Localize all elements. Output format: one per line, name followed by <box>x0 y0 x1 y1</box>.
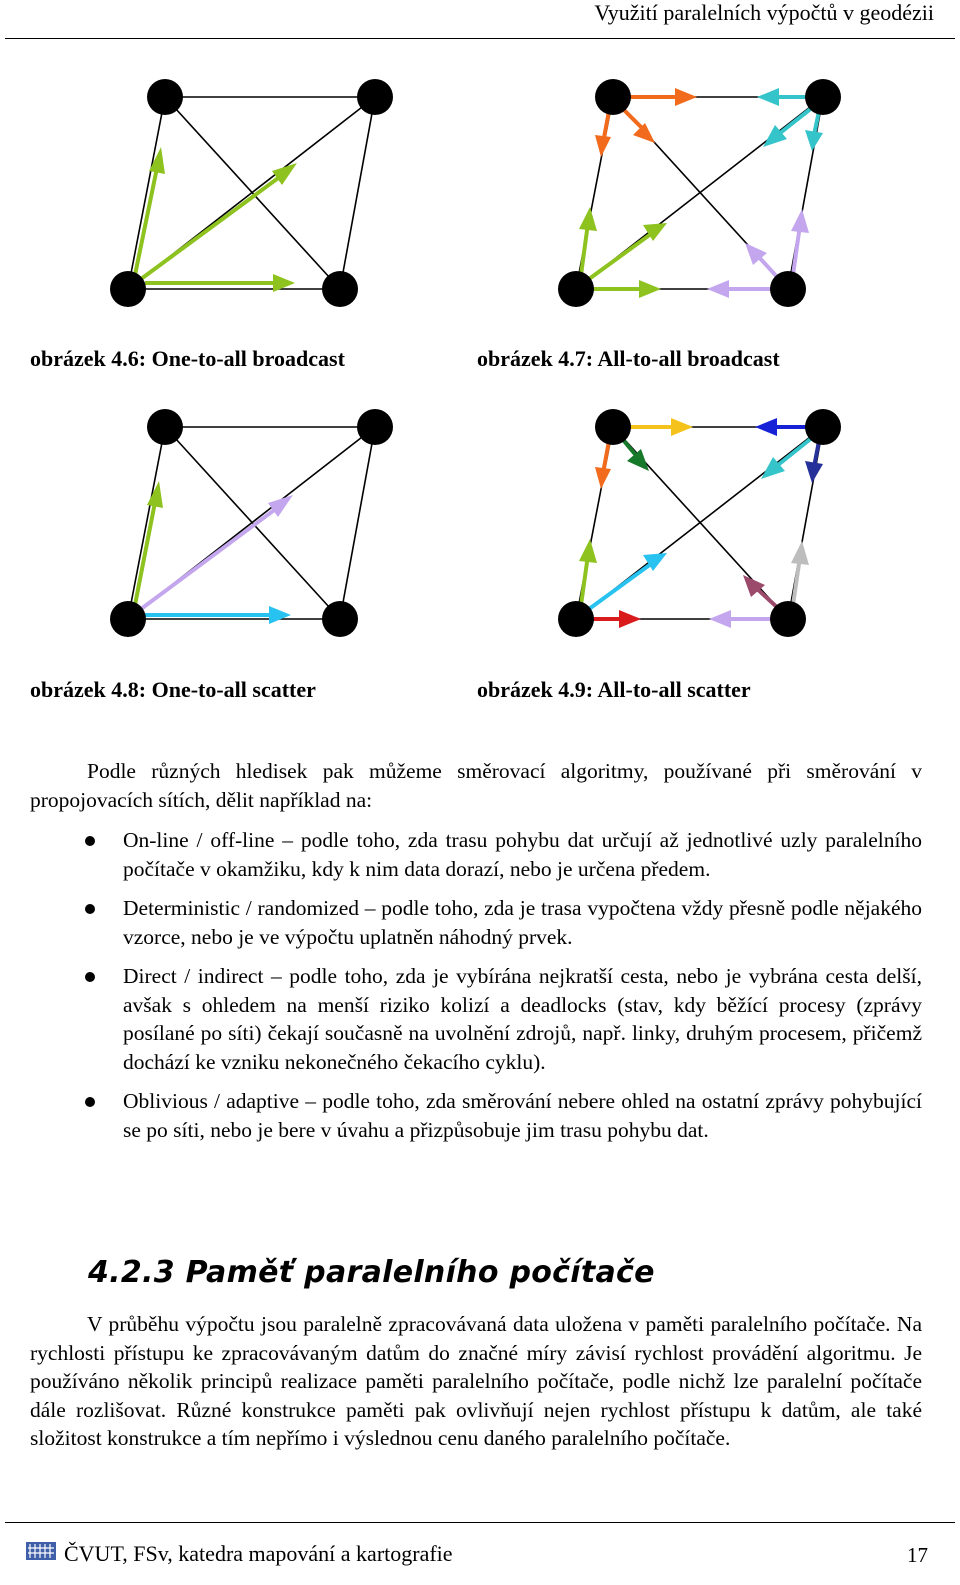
routing-criteria-list <box>30 826 922 1155</box>
intro-paragraph: Podle různých hledisek pak můžeme směrovací algoritmy, používané při směrování v propojovacích sítích, dělit například na: <box>30 759 922 812</box>
list-item <box>30 962 922 1076</box>
graph-broadcast-all-icon <box>555 75 855 325</box>
header-divider <box>5 38 955 39</box>
graph-broadcast-one-icon <box>105 75 405 325</box>
page-number: 17 <box>907 1543 928 1567</box>
list-item-text: Deterministic / randomized – podle toho, zda je trasa vypočtena vždy přesně podle nějakého vzorce, nebo je ve výpočtu uplatněn náhodný prvek. <box>123 896 922 949</box>
running-title: Využití paralelních výpočtů v geodézii <box>594 0 934 25</box>
section-heading: 4.2.3 Paměť paralelního počítače <box>88 1255 655 1290</box>
figure-one-to-all-scatter <box>105 405 405 655</box>
footer-divider <box>5 1522 955 1523</box>
figure-all-to-all-broadcast <box>555 75 855 325</box>
footer-institution: ČVUT, FSv, katedra mapování a kartografie <box>64 1541 453 1566</box>
list-item-text: On-line / off-line – podle toho, zda trasu pohybu dat určují až jednotlivé uzly paralelního počítače v okamžiku, kdy k nim data dorazí, nebo je určena předem. <box>123 828 922 881</box>
page-header <box>0 0 960 40</box>
bullet-icon <box>85 904 95 914</box>
list-item <box>30 1087 922 1144</box>
graph-scatter-all-icon <box>555 405 855 655</box>
figure-caption: obrázek 4.6: One-to-all broadcast <box>30 346 345 371</box>
body-paragraph: V průběhu výpočtu jsou paralelně zpracovávaná data uložena v paměti paralelního počítače. Na rychlosti přístupu ke zpracovávaným datům do značné míry závisí rychlost provádění algoritmu. Je používáno několik principů realizace paměti paralelního počítače, podle nichž lze paralelní počítače dále rozlišovat. Různé konstrukce paměti pak ovlivňují nejen rychlost přístupu k datům, ale také složitost konstrukce a tím nepřímo i výslednou cenu daného paralelního počítače. <box>30 1312 922 1450</box>
bullet-icon <box>85 972 95 982</box>
figure-caption: obrázek 4.9: All-to-all scatter <box>477 677 751 702</box>
list-item <box>30 826 922 883</box>
cvut-logo-icon <box>26 1538 56 1562</box>
list-item <box>30 894 922 951</box>
graph-scatter-one-icon <box>105 405 405 655</box>
figure-caption: obrázek 4.7: All-to-all broadcast <box>477 346 780 371</box>
bullet-icon <box>85 836 95 846</box>
figure-all-to-all-scatter <box>555 405 855 655</box>
figure-one-to-all-broadcast <box>105 75 405 325</box>
bullet-icon <box>85 1097 95 1107</box>
figure-caption: obrázek 4.8: One-to-all scatter <box>30 677 316 702</box>
list-item-text: Oblivious / adaptive – podle toho, zda směrování nebere ohled na ostatní zprávy pohybující se po síti, nebo je bere v úvahu a přizpůsobuje jim trasu pohybu dat. <box>123 1089 922 1142</box>
list-item-text: Direct / indirect – podle toho, zda je vybírána nejkratší cesta, nebo je vybrána cesta delší, avšak s ohledem na menší riziko kolizí a deadlocks (stav, kdy běžící procesy (zprávy posílané po síti) čekají současně na uvolnění zdrojů, např. linky, druhým procesem, přičemž dochází ke vzniku nekonečného čekacího cyklu). <box>123 964 922 1074</box>
